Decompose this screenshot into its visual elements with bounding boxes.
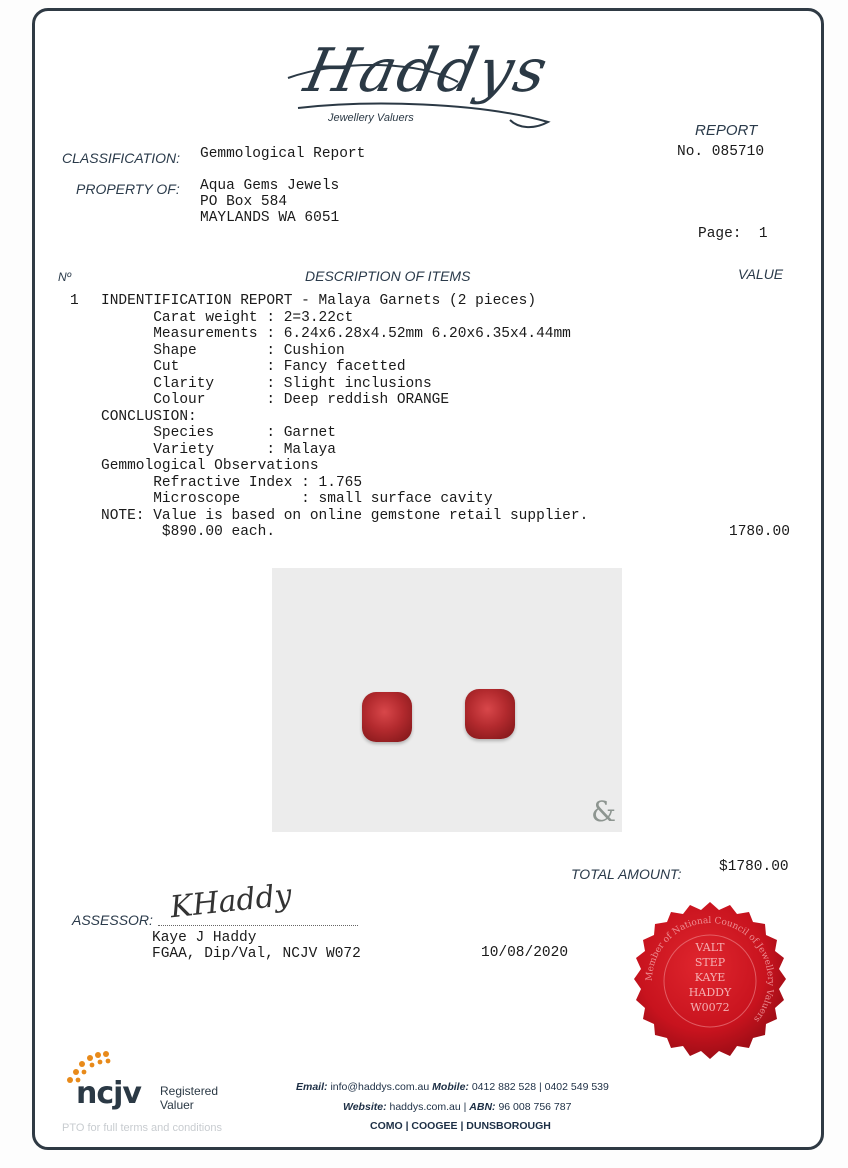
item-description xyxy=(101,293,701,553)
website-value[interactable]: haddys.com.au xyxy=(389,1101,461,1113)
email-label: Email: xyxy=(296,1081,328,1093)
item-value: 1780.00 xyxy=(729,524,790,540)
item-line: Species : Garnet xyxy=(101,425,336,441)
abn-label: ABN: xyxy=(469,1101,496,1113)
report-label: REPORT xyxy=(695,122,758,139)
seal-line: HADDY xyxy=(688,986,732,999)
property-label: PROPERTY OF: xyxy=(76,181,180,197)
item-line: INDENTIFICATION REPORT - Malaya Garnets (2 pieces) xyxy=(101,293,537,309)
mobile-label: Mobile: xyxy=(432,1081,469,1093)
item-line: Clarity : Slight inclusions xyxy=(101,375,432,392)
classification-value: Gemmological Report xyxy=(200,146,366,162)
property-line: MAYLANDS WA 6051 xyxy=(200,210,340,226)
garnet-gem-right xyxy=(465,689,515,739)
item-line: Cut : Fancy facetted xyxy=(101,359,406,375)
report-date: 10/08/2020 xyxy=(481,945,569,961)
website-label: Website: xyxy=(343,1101,387,1113)
item-line: Shape : Cushion xyxy=(101,342,345,359)
ncjv-logo xyxy=(62,1050,242,1120)
item-line: NOTE: Value is based on online gemstone retail supplier. xyxy=(101,507,589,524)
column-description: DESCRIPTION OF ITEMS xyxy=(305,268,471,284)
total-value: $1780.00 xyxy=(719,859,789,875)
mobile-value: 0412 882 528 | 0402 549 539 xyxy=(471,1081,609,1093)
terms-note: PTO for full terms and conditions xyxy=(62,1122,222,1134)
footer-email-line xyxy=(296,1081,609,1093)
seal-line: STEP xyxy=(694,956,726,969)
haddys-logo xyxy=(278,30,568,140)
abn-value: 96 008 756 787 xyxy=(498,1101,572,1113)
page-number: Page: 1 xyxy=(698,226,768,242)
seal-line: KAYE xyxy=(694,971,726,984)
column-value: VALUE xyxy=(738,266,784,282)
item-line: Refractive Index : 1.765 xyxy=(101,474,363,491)
valuer-seal xyxy=(629,900,791,1062)
seal-ring-text: Member of National Council of Jewellery Valuers xyxy=(644,915,776,1024)
ncjv-wordmark: ncjv xyxy=(76,1076,141,1111)
item-line: Colour : Deep reddish ORANGE xyxy=(101,392,450,408)
logo-wordmark: Haddys xyxy=(298,36,556,106)
item-line: Gemmological Observations xyxy=(101,458,319,474)
email-value[interactable]: info@haddys.com.au xyxy=(330,1081,430,1093)
item-line: CONCLUSION: xyxy=(101,408,197,425)
footer-locations: COMO | COOGEE | DUNSBOROUGH xyxy=(370,1120,551,1132)
item-line: $890.00 each. xyxy=(101,524,276,540)
column-no: Nº xyxy=(58,270,72,284)
ncjv-valuer: Valuer xyxy=(160,1098,194,1112)
total-label: TOTAL AMOUNT: xyxy=(571,866,682,882)
seal-line: VALT xyxy=(695,941,725,954)
signature-line xyxy=(158,924,358,926)
footer-website-line: Website: haddys.com.au | ABN: 96 008 756 787 xyxy=(343,1101,572,1113)
property-line: Aqua Gems Jewels xyxy=(200,178,340,194)
report-number: No. 085710 xyxy=(677,144,765,160)
assessor-name: Kaye J Haddy xyxy=(152,930,257,946)
item-number: 1 xyxy=(70,293,79,309)
seal-line: W0072 xyxy=(690,1001,730,1014)
item-line: Carat weight : 2=3.22ct xyxy=(101,309,354,326)
assessor-credentials: FGAA, Dip/Val, NCJV W072 xyxy=(152,946,361,962)
property-line: PO Box 584 xyxy=(200,194,288,210)
photo-mark: & xyxy=(591,795,616,828)
gem-photo xyxy=(272,568,622,832)
item-line: Microscope : small surface cavity xyxy=(101,491,493,507)
assessor-signature: KHaddy xyxy=(168,877,294,926)
ncjv-registered: Registered xyxy=(160,1084,219,1098)
item-line: Measurements : 6.24x6.28x4.52mm 6.20x6.35x4.44mm xyxy=(101,326,571,342)
garnet-gem-left xyxy=(362,692,412,742)
item-line: Variety : Malaya xyxy=(101,441,336,458)
classification-label: CLASSIFICATION: xyxy=(62,150,180,166)
logo-tagline: Jewellery Valuers xyxy=(328,112,414,124)
assessor-label: ASSESSOR: xyxy=(72,912,153,928)
